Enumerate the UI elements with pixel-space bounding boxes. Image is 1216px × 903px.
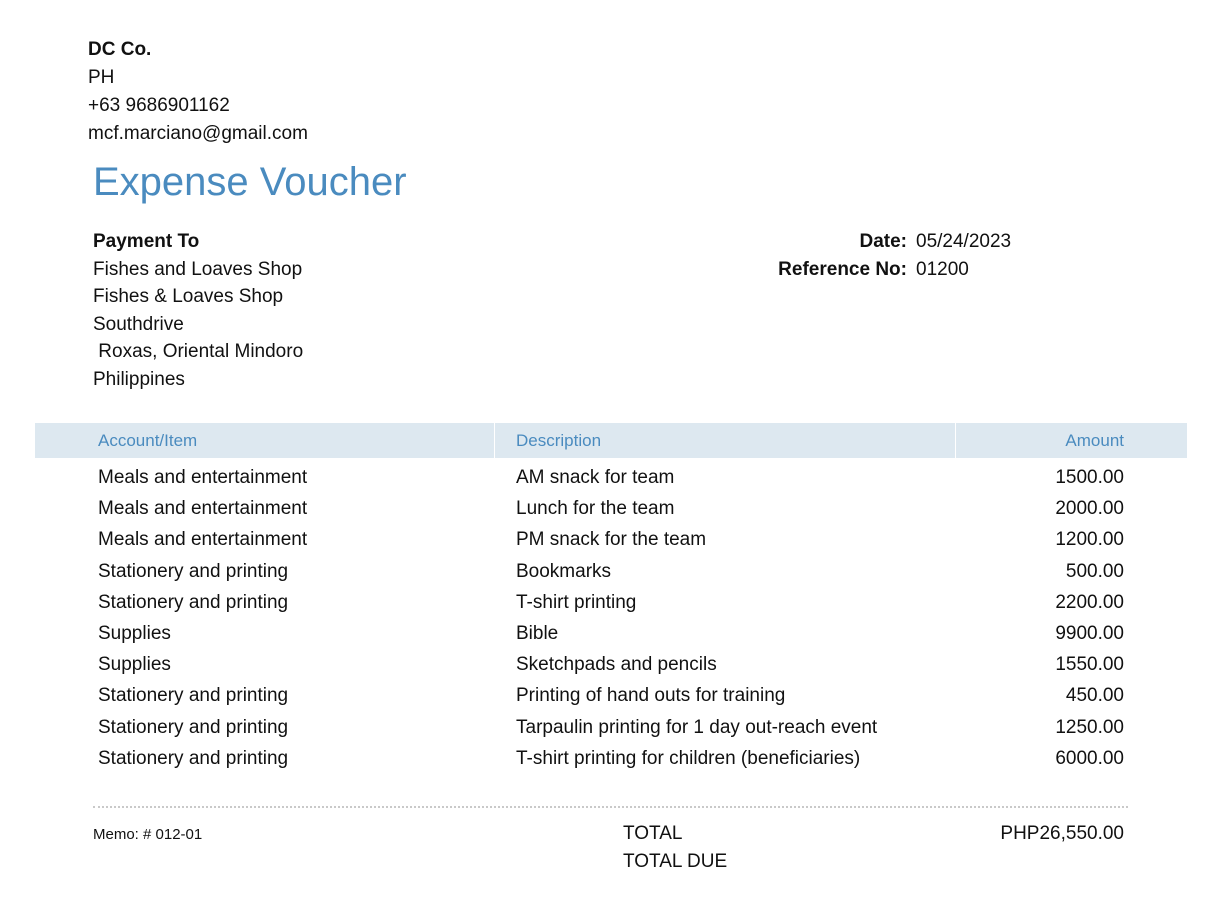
table-row	[98, 618, 1124, 649]
amount-cell: 2000.00	[1055, 498, 1124, 520]
description-cell: Printing of hand outs for training	[516, 685, 786, 707]
table-row	[98, 712, 1124, 743]
account-cell: Stationery and printing	[98, 560, 289, 582]
description-cell: Bookmarks	[516, 560, 612, 582]
payee-line: Roxas, Oriental Mindoro	[93, 341, 304, 362]
description-cell: Tarpaulin printing for 1 day out-reach event	[516, 716, 878, 738]
amount-cell: 1200.00	[1055, 529, 1124, 551]
account-cell: Supplies	[98, 654, 171, 676]
amount-cell: 1500.00	[1055, 467, 1124, 488]
company-name: DC Co.	[88, 39, 152, 60]
total-due-label: TOTAL DUE	[623, 851, 728, 872]
company-email: mcf.marciano@gmail.com	[88, 123, 308, 144]
payee-line: Fishes & Loaves Shop	[93, 286, 284, 307]
memo: Memo: # 012-01	[93, 826, 203, 843]
account-cell: Stationery and printing	[98, 747, 289, 769]
voucher-meta	[700, 228, 1011, 284]
table-row	[98, 743, 1124, 774]
document-title: Expense Voucher	[93, 160, 407, 204]
description-cell: T-shirt printing	[516, 591, 637, 613]
table-row	[98, 524, 1124, 555]
description-cell: PM snack for the team	[516, 529, 707, 551]
amount-cell: 1250.00	[1055, 716, 1124, 738]
reference-row	[700, 256, 1011, 284]
account-cell: Supplies	[98, 622, 171, 644]
reference-value: 01200	[916, 259, 969, 280]
totals-divider	[93, 806, 1128, 808]
payment-to-block	[93, 228, 303, 393]
column-header-amount: Amount	[1065, 431, 1124, 450]
date-label: Date:	[859, 231, 907, 252]
table-row	[98, 462, 1124, 493]
account-cell: Stationery and printing	[98, 685, 289, 707]
table-row	[98, 680, 1124, 711]
total-label: TOTAL	[623, 823, 683, 844]
total-amount: PHP26,550.00	[1000, 823, 1124, 844]
column-header-description: Description	[516, 431, 602, 450]
table-row	[98, 493, 1124, 524]
company-info	[88, 36, 308, 148]
payee-line: Philippines	[93, 368, 185, 390]
description-cell: Sketchpads and pencils	[516, 654, 717, 676]
column-divider	[955, 423, 956, 458]
date-row	[700, 228, 1011, 256]
date-value: 05/24/2023	[916, 231, 1012, 252]
expense-table-body	[98, 462, 1124, 774]
column-divider	[494, 423, 495, 458]
description-cell: AM snack for team	[516, 467, 675, 488]
company-country: PH	[88, 67, 115, 88]
amount-cell: 450.00	[1065, 685, 1124, 707]
payment-to-label: Payment To	[93, 231, 200, 252]
payee-line: Fishes and Loaves Shop	[93, 258, 303, 280]
account-cell: Stationery and printing	[98, 716, 289, 738]
description-cell: Lunch for the team	[516, 498, 675, 520]
table-row	[98, 587, 1124, 618]
table-row	[98, 556, 1124, 587]
account-cell: Stationery and printing	[98, 591, 289, 613]
reference-label: Reference No:	[778, 259, 907, 280]
account-cell: Meals and entertainment	[98, 467, 308, 488]
amount-cell: 1550.00	[1055, 654, 1124, 676]
company-phone: +63 9686901162	[88, 95, 230, 116]
description-cell: T-shirt printing for children (beneficiaries)	[516, 747, 861, 769]
column-header-account: Account/Item	[98, 431, 198, 450]
table-header	[35, 423, 1187, 458]
amount-cell: 2200.00	[1055, 591, 1124, 613]
table-row	[98, 649, 1124, 680]
payee-line: Southdrive	[93, 313, 184, 335]
amount-cell: 9900.00	[1055, 622, 1124, 644]
amount-cell: 6000.00	[1055, 747, 1124, 769]
account-cell: Meals and entertainment	[98, 529, 308, 551]
amount-cell: 500.00	[1065, 560, 1124, 582]
totals-labels	[623, 820, 727, 876]
description-cell: Bible	[516, 622, 559, 644]
account-cell: Meals and entertainment	[98, 498, 308, 520]
